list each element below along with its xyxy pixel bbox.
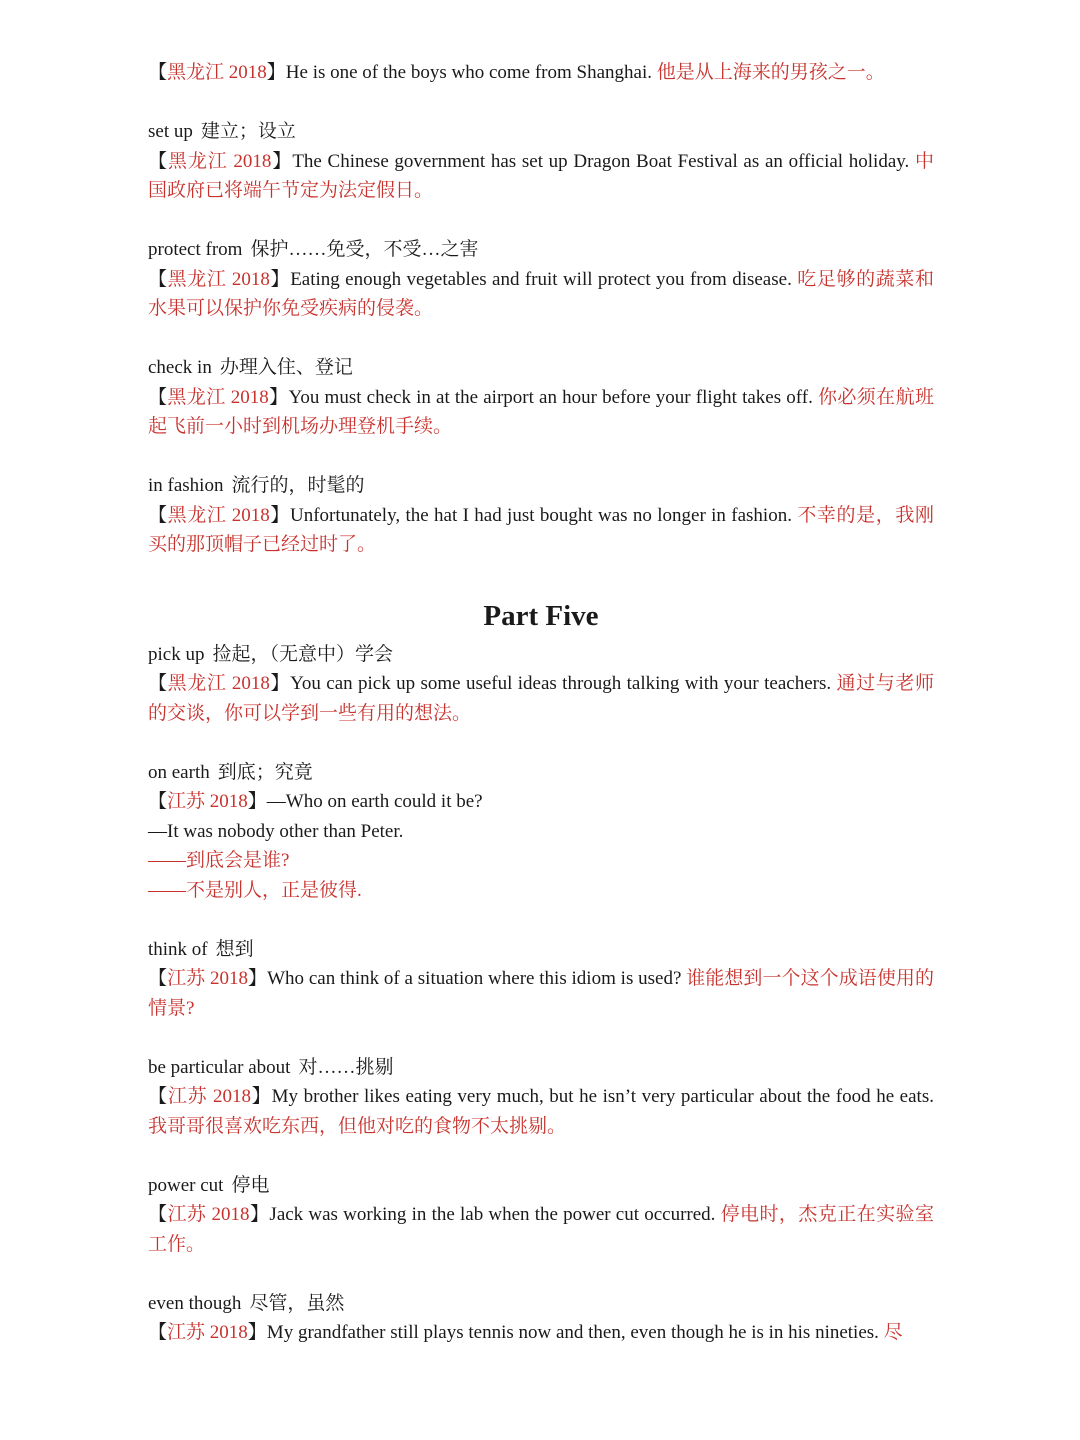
phrase-meaning: 尽管，虽然: [249, 1292, 345, 1314]
english-sentence: My brother likes eating very much, but he isn’t very particular about the food he eats.: [271, 1086, 934, 1107]
example-sentence: 【江苏 2018】Who can think of a situation where this idiom is used? 谁能想到一个这个成语使用的情景?: [148, 968, 934, 1019]
english-sentence: —Who on earth could it be?: [266, 791, 483, 812]
source-tag: 江苏 2018: [167, 1204, 250, 1225]
source-tag: 黑龙江 2018: [167, 268, 270, 290]
example-sentence: 【黑龙江 2018】You must check in at the airport an hour before your flight takes off. 你必须在航班起飞前一小时到机场办理登机手续。: [148, 386, 934, 437]
chinese-translation: 尽: [883, 1322, 903, 1343]
phrase-line: [148, 1053, 934, 1083]
entry: [148, 1171, 934, 1260]
entry: [148, 1053, 934, 1142]
english-sentence: Eating enough vegetables and fruit will protect you from disease.: [290, 268, 792, 290]
example-sentence: 【江苏 2018】—Who on earth could it be?: [148, 791, 483, 812]
source-tag: 黑龙江 2018: [167, 673, 270, 694]
chinese-translation: 我哥哥很喜欢吃东西，但他对吃的食物不太挑剔。: [148, 1115, 567, 1137]
chinese-translation: 中国政府已将端午节定为法定假日。: [148, 150, 934, 201]
chinese-translation: 他是从上海来的男孩之一。: [656, 62, 885, 83]
entry: [148, 353, 934, 442]
phrase: be particular about: [148, 1056, 291, 1078]
phrase: on earth: [148, 761, 210, 783]
entry: [148, 235, 934, 324]
chinese-translation: 不幸的是，我刚买的那顶帽子已经过时了。: [148, 504, 934, 555]
phrase-line: [148, 117, 934, 147]
chinese-translation-2: ——不是别人，正是彼得.: [148, 879, 362, 901]
example-sentence: 【江苏 2018】My brother likes eating very much, but he isn’t very particular about the food he eats. 我哥哥很喜欢吃东西，但他对吃的食物不太挑剔。: [148, 1086, 934, 1137]
example-sentence: 【江苏 2018】Jack was working in the lab when the power cut occurred. 停电时，杰克正在实验室工作。: [148, 1204, 934, 1255]
phrase: check in: [148, 357, 212, 378]
phrase-meaning: 对……挑剔: [298, 1056, 394, 1078]
example-sentence: 【黑龙江 2018】You can pick up some useful ideas through talking with your teachers. 通过与老师的交谈，你可以学到一些有用的想法。: [148, 673, 934, 724]
phrase: in fashion: [148, 475, 224, 496]
example-sentence: 【黑龙江 2018】The Chinese government has set up Dragon Boat Festival as an official holiday. 中国政府已将端午节定为法定假日。: [148, 150, 934, 201]
phrase: pick up: [148, 643, 205, 665]
phrase-meaning: 保护……免受，不受…之害: [250, 239, 479, 260]
chinese-translation: 停电时，杰克正在实验室工作。: [148, 1204, 934, 1255]
phrase: protect from: [148, 239, 243, 260]
english-sentence: The Chinese government has set up Dragon Boat Festival as an official holiday.: [292, 150, 910, 172]
phrase-line: [148, 758, 934, 788]
english-sentence: He is one of the boys who come from Shanghai.: [285, 62, 653, 83]
source-tag: 黑龙江 2018: [167, 150, 272, 172]
entry: [148, 1289, 934, 1348]
example-sentence: 【黑龙江 2018】He is one of the boys who come from Shanghai. 他是从上海来的男孩之一。: [148, 62, 885, 83]
source-tag: 江苏 2018: [167, 1322, 248, 1343]
phrase-meaning: 想到: [215, 938, 254, 960]
entry: [148, 58, 934, 88]
english-sentence: Who can think of a situation where this idiom is used?: [267, 968, 682, 989]
phrase-meaning: 到底；究竟: [217, 761, 313, 783]
example-sentence: 【黑龙江 2018】Eating enough vegetables and fruit will protect you from disease. 吃足够的蔬菜和水果可以保护你免受疾病的侵袭。: [148, 268, 934, 319]
phrase: power cut: [148, 1174, 224, 1196]
document-page: [148, 58, 934, 1348]
phrase-line: [148, 471, 934, 501]
english-sentence: My grandfather still plays tennis now and then, even though he is in his nineties.: [266, 1322, 879, 1343]
entry: [148, 935, 934, 1024]
english-sentence: Jack was working in the lab when the power cut occurred.: [269, 1204, 716, 1225]
phrase-line: [148, 353, 934, 383]
entry: [148, 640, 934, 729]
phrase-meaning: 捡起，（无意中）学会: [212, 643, 393, 665]
phrase-meaning: 建立；设立: [200, 121, 296, 142]
chinese-translation: 你必须在航班起飞前一小时到机场办理登机手续。: [148, 386, 934, 437]
chinese-translation: 通过与老师的交谈，你可以学到一些有用的想法。: [148, 673, 934, 724]
english-sentence-2: —It was nobody other than Peter.: [148, 820, 404, 842]
phrase-meaning: 流行的，时髦的: [231, 475, 365, 496]
entry: [148, 471, 934, 560]
chinese-translation: 谁能想到一个这个成语使用的情景?: [148, 968, 934, 1019]
phrase: even though: [148, 1292, 242, 1314]
chinese-translation: ——到底会是谁?: [148, 850, 290, 871]
entry: [148, 117, 934, 206]
english-sentence: You can pick up some useful ideas through talking with your teachers.: [290, 673, 832, 694]
example-sentence: 【黑龙江 2018】Unfortunately, the hat I had just bought was no longer in fashion. 不幸的是，我刚买的那顶帽子已经过时了。: [148, 504, 934, 555]
source-tag: 江苏 2018: [167, 1086, 251, 1107]
phrase-line: [148, 1289, 934, 1319]
phrase-line: [148, 1171, 934, 1201]
source-tag: 黑龙江 2018: [167, 504, 270, 526]
source-tag: 江苏 2018: [167, 791, 248, 812]
english-sentence: Unfortunately, the hat I had just bought was no longer in fashion.: [290, 504, 792, 526]
example-sentence: 【江苏 2018】My grandfather still plays tennis now and then, even though he is in his nineties. 尽: [148, 1322, 903, 1343]
phrase-meaning: 办理入住、登记: [219, 357, 353, 378]
phrase-line: [148, 640, 934, 670]
phrase-line: [148, 935, 934, 965]
phrase: think of: [148, 938, 208, 960]
source-tag: 黑龙江 2018: [167, 386, 269, 408]
phrase-line: [148, 235, 934, 265]
source-tag: 江苏 2018: [167, 968, 248, 989]
phrase-meaning: 停电: [231, 1174, 270, 1196]
phrase: set up: [148, 121, 193, 142]
section-heading: Part Five: [483, 599, 599, 632]
source-tag: 黑龙江 2018: [167, 62, 267, 83]
chinese-translation: 吃足够的蔬菜和水果可以保护你免受疾病的侵袭。: [148, 268, 934, 319]
entry: [148, 758, 934, 906]
english-sentence: You must check in at the airport an hour before your flight takes off.: [288, 386, 813, 408]
